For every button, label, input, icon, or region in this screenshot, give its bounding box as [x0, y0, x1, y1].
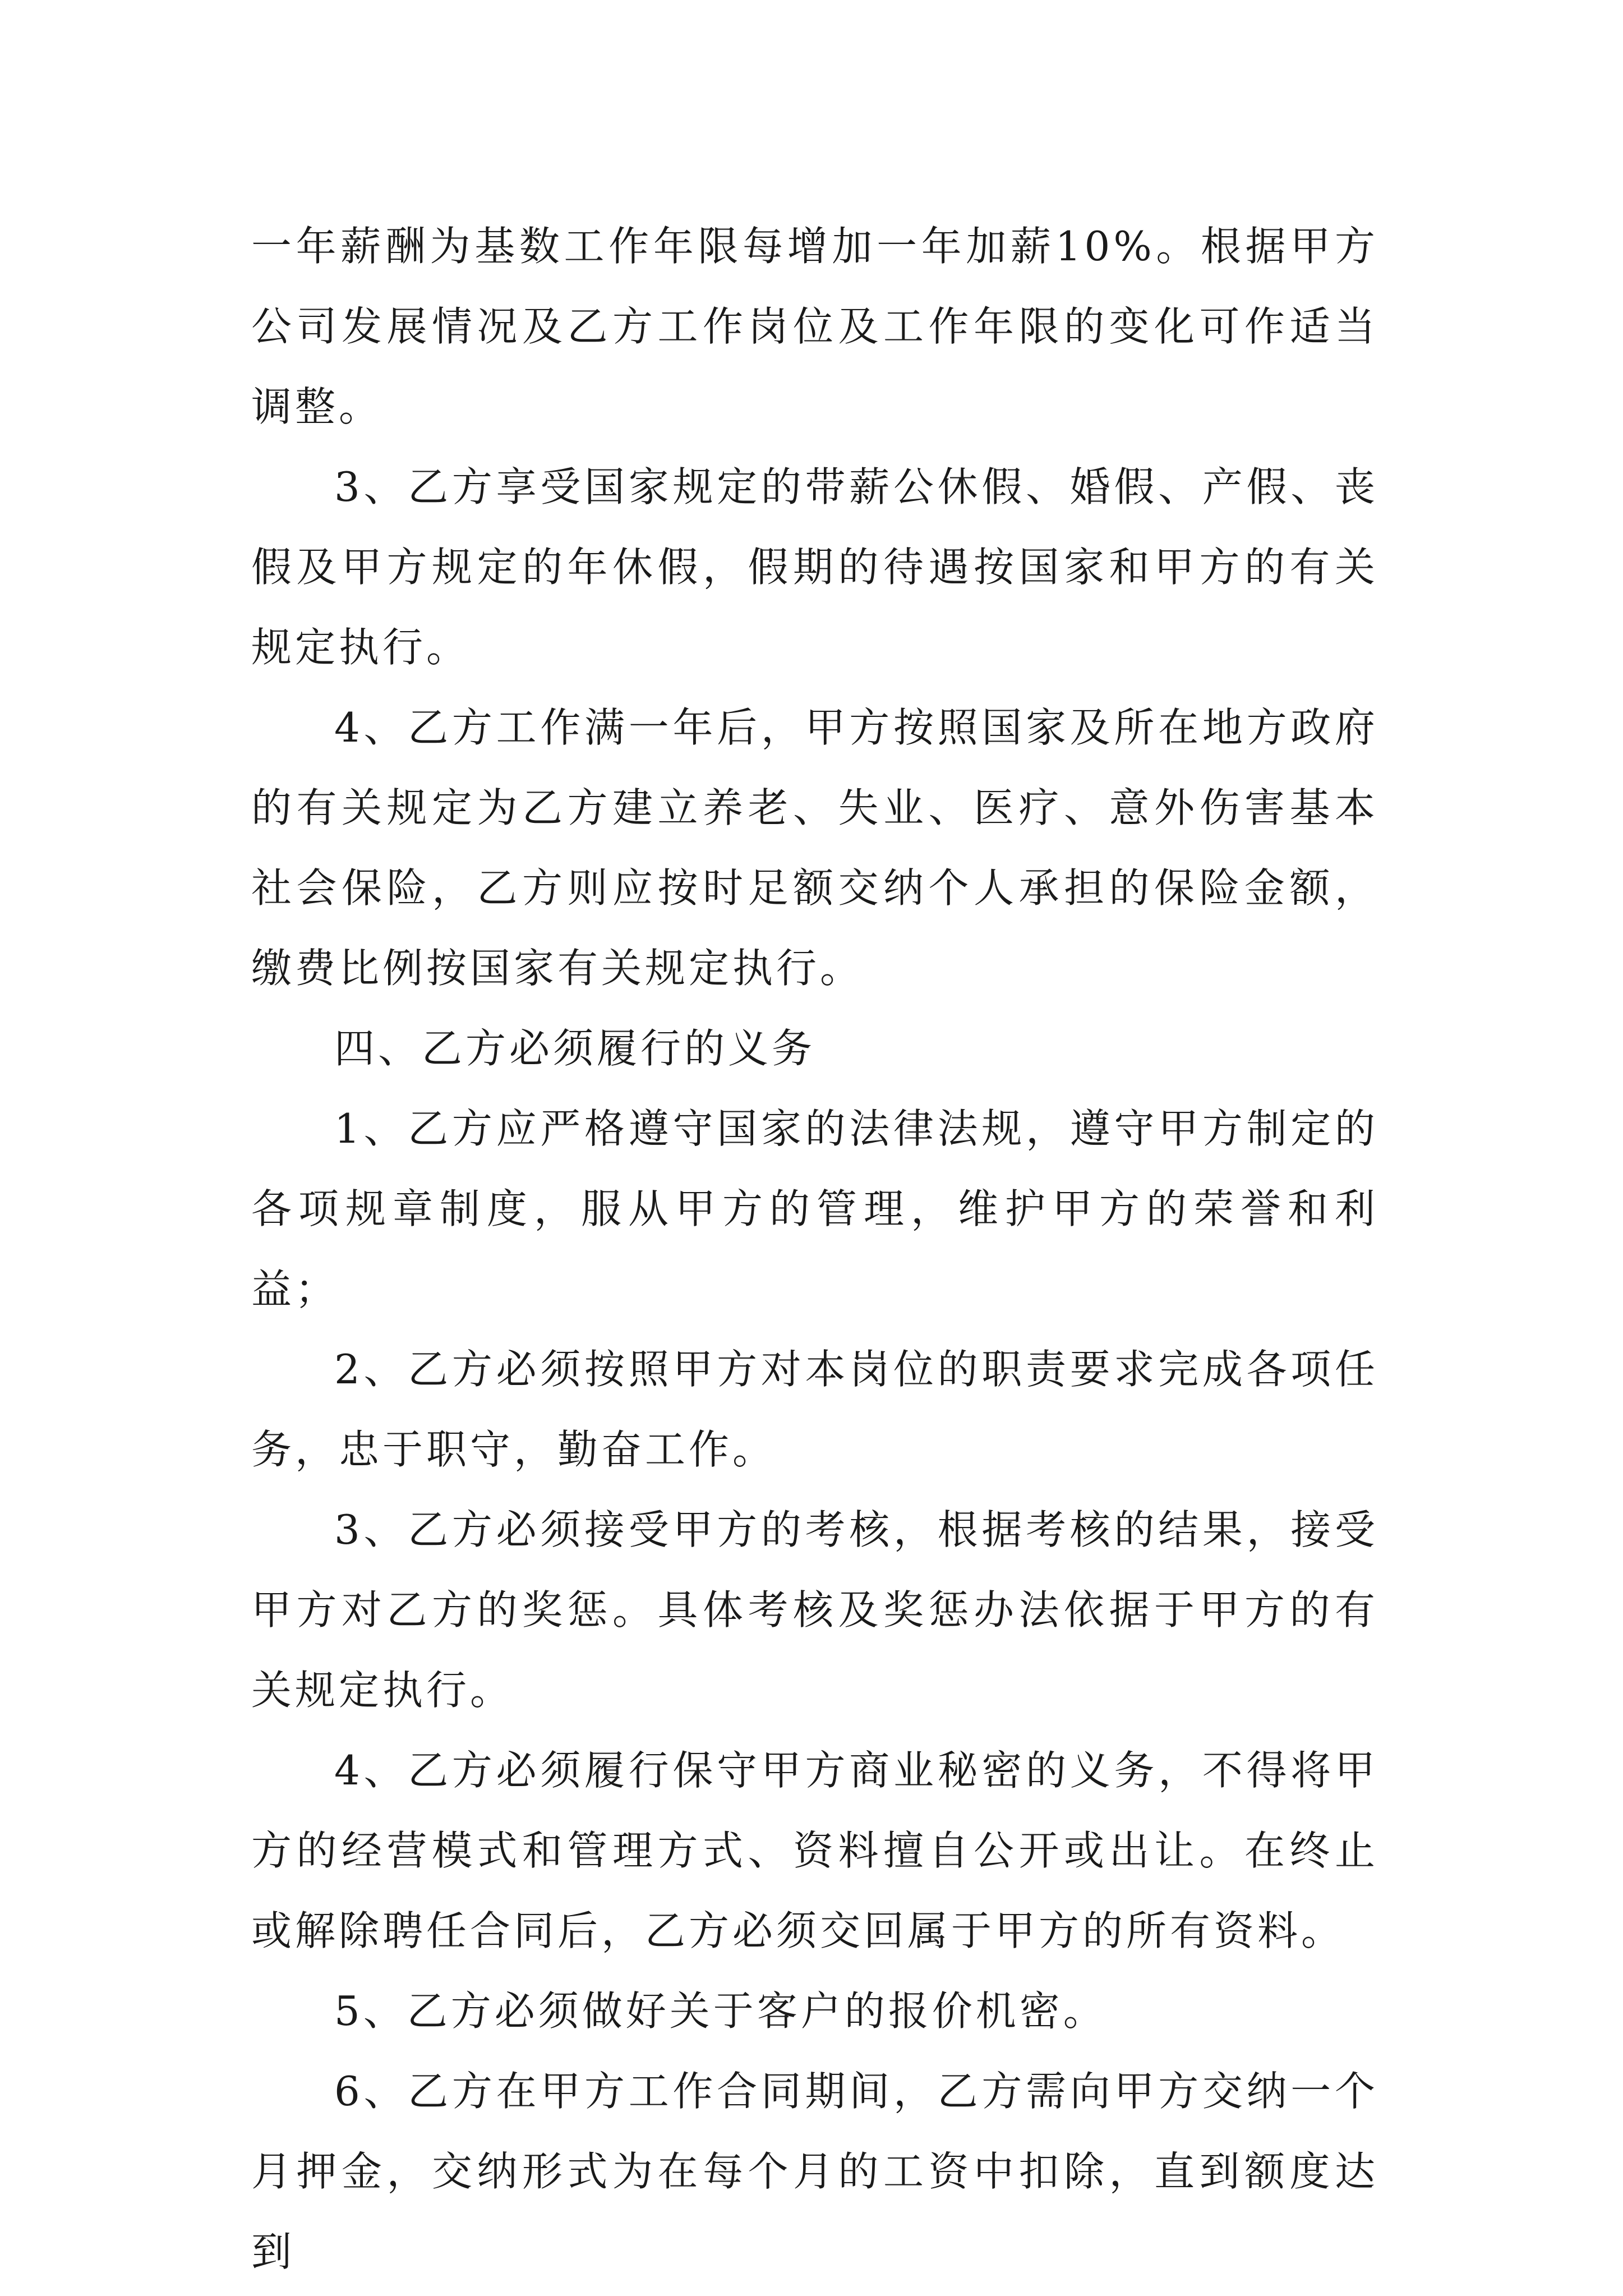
section-heading-obligations: 四、乙方必须履行的义务	[334, 1025, 816, 1072]
paragraph-clause-3-leave: 3、乙方享受国家规定的带薪公休假、婚假、产假、丧假及甲方规定的年休假，假期的待遇按国家和甲方的有关规定执行。	[251, 463, 1378, 671]
paragraph-salary-continuation: 一年薪酬为基数工作年限每增加一年加薪10%。根据甲方公司发展情况及乙方工作岗位及工作年限的变化可作适当调整。	[251, 223, 1378, 430]
paragraph-obligation-4: 4、乙方必须履行保守甲方商业秘密的义务，不得将甲方的经营模式和管理方式、资料擅自公开或出让。在终止或解除聘任合同后，乙方必须交回属于甲方的所有资料。	[251, 1747, 1378, 1954]
paragraph-obligation-3: 3、乙方必须接受甲方的考核，根据考核的结果，接受甲方对乙方的奖惩。具体考核及奖惩办法依据于甲方的有关规定执行。	[251, 1506, 1378, 1714]
document-body	[251, 206, 1378, 2292]
paragraph-clause-4-insurance: 4、乙方工作满一年后，甲方按照国家及所在地方政府的有关规定为乙方建立养老、失业、医疗、意外伤害基本社会保险，乙方则应按时足额交纳个人承担的保险金额，缴费比例按国家有关规定执行。	[251, 704, 1378, 992]
paragraph-obligation-6: 6、乙方在甲方工作合同期间，乙方需向甲方交纳一个月押金，交纳形式为在每个月的工资中扣除，直到额度达到	[251, 2068, 1378, 2275]
paragraph-obligation-5: 5、乙方必须做好关于客户的报价机密。	[334, 1987, 1107, 2035]
paragraph-obligation-1: 1、乙方应严格遵守国家的法律法规，遵守甲方制定的各项规章制度，服从甲方的管理，维护甲方的荣誉和利益；	[251, 1105, 1378, 1313]
paragraph-obligation-2: 2、乙方必须按照甲方对本岗位的职责要求完成各项任务，忠于职守，勤奋工作。	[251, 1346, 1378, 1473]
